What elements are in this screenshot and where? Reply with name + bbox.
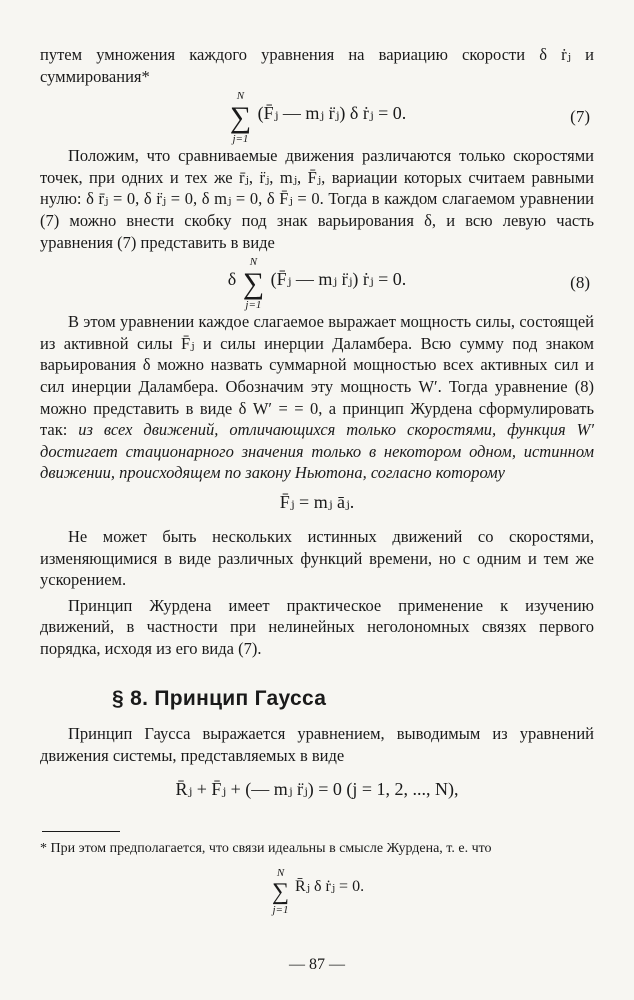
paragraph-2: Положим, что сравниваемые движения различаются только скоростями точек, при одних и тех же r̄ⱼ, r̈ⱼ, mⱼ, F̄ⱼ, вариации которых считаем равными нулю: δ r̄ⱼ = 0, δ r̈ⱼ = 0, δ mⱼ = 0, δ F̄ⱼ = 0. Тогда в каждом слагаемом уравнении (7) можно внести скобку под знак варьирования δ, и всю левую часть уравнения (7) представить в виде [40,146,594,252]
sum-symbol: ∑ N j=1 [229,90,252,146]
gauss-equation: R̄ⱼ + F̄ⱼ + (— mⱼ r̈ⱼ) = 0 (j = 1, 2, ..., N), [175,778,459,799]
sum-symbol: ∑ N j=1 [271,866,290,916]
jourdain-principle-statement: из всех движений, отличающихся только скоростями, функция W′ достигает стационарного значения только в некотором одном, истинном движении, происходящем по закону Ньютона, согласно которому [40,420,594,483]
equation-8-number: (8) [570,273,590,293]
equation-7-number: (7) [570,107,590,127]
section-heading: § 8. Принцип Гаусса [112,687,327,711]
equation-7-expression: (F̄ⱼ — mⱼ r̈ⱼ) δ ṙⱼ = 0. [257,103,407,124]
footnote-equation [40,858,594,916]
paragraph-1: путем умножения каждого уравнения на вариацию скорости δ ṙⱼ и суммирования* [40,45,594,86]
paragraph-3-text: В этом уравнении каждое слагаемое выражает мощность силы, состоящей из активной силы F̄ⱼ и силы инерции Даламбера. Всю сумму под знаком варьирования δ можно назвать суммарной мощностью всех активных сил и сил инерции Даламбера. Обозначим эту мощность W′. Тогда уравнение (8) можно представить в виде δ W′ = = 0, а принцип Журдена сформулировать так: [40,312,594,440]
paragraph-4: Не может быть нескольких истинных движений со скоростями, изменяющимися в виде различных функций времени, но с одним и тем же ускорением. [40,526,594,590]
footnote-equation-expression: R̄ⱼ δ ṙⱼ = 0. [295,877,365,895]
paragraph-6: Принцип Гаусса выражается уравнением, выводимым из уравнений движения системы, представляемых в виде [40,724,594,766]
newton-law-equation: F̄ⱼ = mⱼ āⱼ. [279,491,355,512]
equation-7 [40,87,594,145]
paragraph-3 [40,311,594,484]
page-number: — 87 — [289,956,345,973]
footnote-text: * При этом предполагается, что связи идеальны в смысле Журдена, т. е. что [40,840,492,856]
equation-8-expression: (F̄ⱼ — mⱼ r̈ⱼ) ṙⱼ = 0. [270,269,407,290]
paragraph-5: Принцип Журдена имеет практическое применение к изучению движений, в частности при нелинейных неголономных связях первого порядка, исходя из его вида (7). [40,595,594,658]
equation-8: δ ∑ N j=1 (F̄ⱼ — mⱼ r̈ⱼ) ṙⱼ = 0. (8) [227,256,590,312]
sum-symbol: ∑ N j=1 [242,256,265,312]
footnote-divider [42,831,120,832]
page-content [40,44,594,916]
